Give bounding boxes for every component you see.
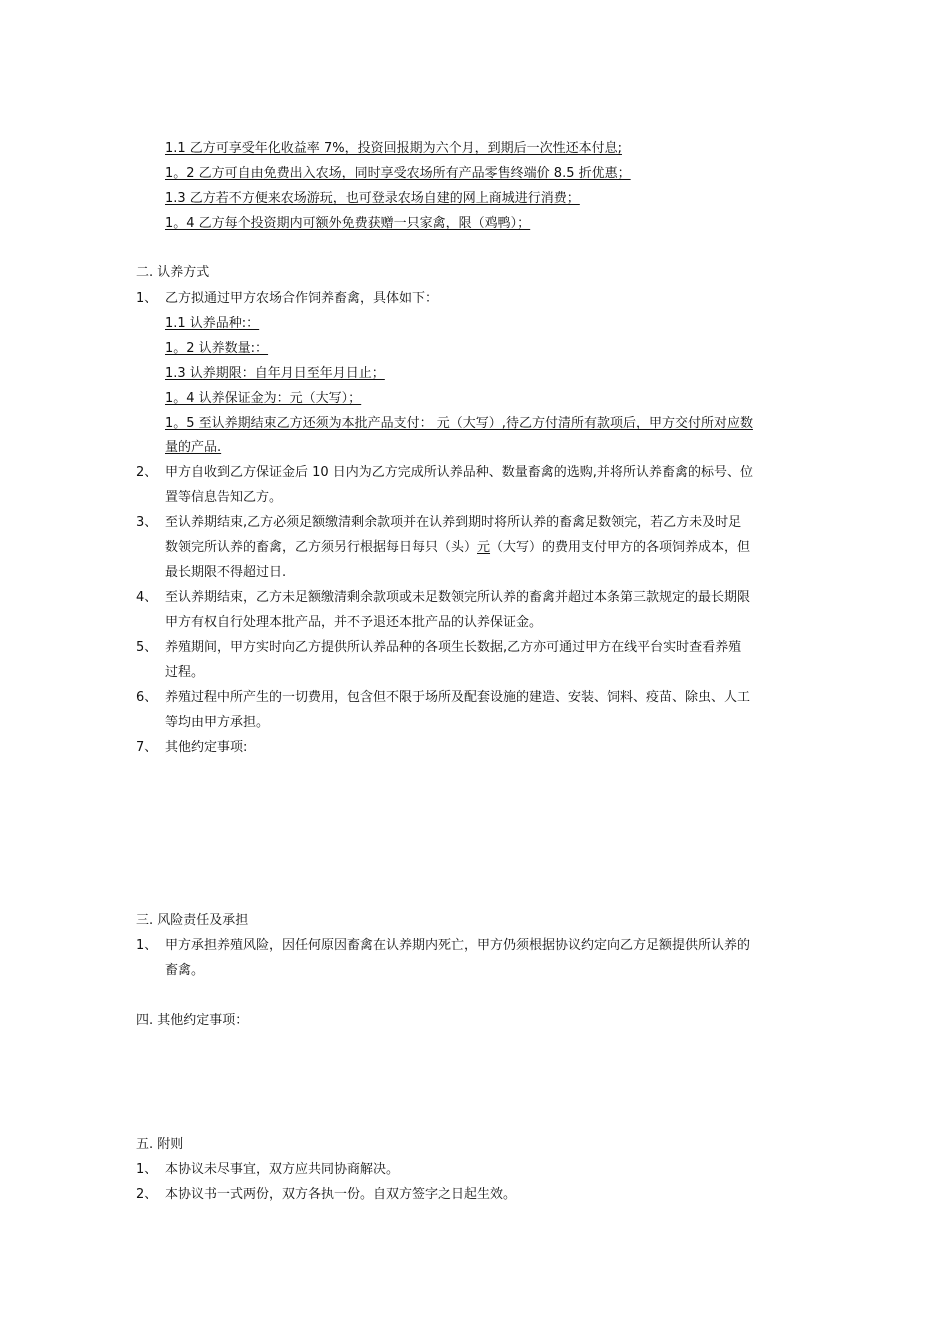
item-number: 3、: [136, 515, 158, 530]
section-5-heading: 五. 附则: [136, 1137, 184, 1152]
blank-yuan: 元: [477, 540, 491, 555]
sub-item-deposit: 1。4 认养保证金为：元（大写）；: [165, 391, 362, 406]
section-4-heading: 四. 其他约定事项：: [136, 1013, 249, 1028]
section-2-item-3-line-2: [165, 539, 750, 557]
section-2-heading: 二. 认养方式: [136, 265, 210, 280]
intro-item-3: 1.3 乙方若不方便来农场游玩，也可登录农场自建的网上商城进行消费；: [165, 191, 580, 206]
sub-item-period: 1.3 认养期限：自年月日至年月日止；: [165, 366, 385, 381]
line-2-part-a: 数领完所认养的畜禽，乙方须另行根据每日每只（头）: [165, 540, 478, 555]
section-2-item-2-line-2: 置等信息告知乙方。: [165, 490, 283, 505]
sub-item-variety: 1.1 认养品种:：: [165, 316, 260, 331]
section-3-item-1-line-2: 畜禽。: [165, 963, 205, 978]
item-number: 2、: [136, 1187, 158, 1202]
section-2-item-5-line-1: 养殖期间，甲方实时向乙方提供所认养品种的各项生长数据,乙方亦可通过甲方在线平台实时查看养殖: [165, 640, 742, 655]
item-number: 5、: [136, 640, 158, 655]
section-2-item-3-line-3: 最长期限不得超过日.: [165, 565, 287, 580]
section-2-item-1-text: 乙方拟通过甲方农场合作饲养畜禽，具体如下：: [165, 291, 439, 306]
section-3-heading: 三. 风险责任及承担: [136, 913, 249, 928]
section-5-item-2-text: 本协议书一式两份，双方各执一份。自双方签字之日起生效。: [165, 1187, 517, 1202]
intro-item-4: 1。4 乙方每个投资期内可额外免费获赠一只家禽，限（鸡鸭）；: [165, 216, 531, 231]
section-3-item-1-line-1: 甲方承担养殖风险，因任何原因畜禽在认养期内死亡，甲方仍须根据协议约定向乙方足额提供所认养的: [165, 938, 751, 953]
item-number: 4、: [136, 590, 158, 605]
sub-item-quantity: 1。2 认养数量:：: [165, 341, 269, 356]
section-2-item-7-text: 其他约定事项:: [165, 740, 248, 755]
item-number: 6、: [136, 690, 158, 705]
intro-item-1: 1.1 乙方可享受年化收益率 7%，投资回报期为六个月，到期后一次性还本付息;: [165, 141, 622, 156]
item-number: 2、: [136, 465, 158, 480]
section-2-item-6-line-1: 养殖过程中所产生的一切费用，包含但不限于场所及配套设施的建造、安装、饲料、疫苗、除虫、人工: [165, 690, 751, 705]
section-2-item-3-line-1: 至认养期结束,乙方必须足额缴清剩余款项并在认养到期时将所认养的畜禽足数领完，若乙方未及时足: [165, 515, 742, 530]
section-2-item-2-line-1: 甲方自收到乙方保证金后 10 日内为乙方完成所认养品种、数量畜禽的选购,并将所认养畜禽的标号、位: [165, 465, 753, 480]
section-2-item-6-line-2: 等均由甲方承担。: [165, 715, 270, 730]
item-number: 7、: [136, 740, 158, 755]
sub-item-payment: 1。5 至认养期结束乙方还须为本批产品支付： 元（大写）,待乙方付清所有款项后，甲方交付所对应数: [165, 416, 753, 431]
item-number: 1、: [136, 291, 158, 306]
section-2-item-5-line-2: 过程。: [165, 665, 205, 680]
line-2-part-c: （大写）的费用支付甲方的各项饲养成本，但: [490, 540, 751, 555]
sub-item-payment-cont: 量的产品.: [165, 440, 222, 455]
section-5-item-1-text: 本协议未尽事宜，双方应共同协商解决。: [165, 1162, 400, 1177]
item-number: 1、: [136, 938, 158, 953]
item-number: 1、: [136, 1162, 158, 1177]
intro-item-2: 1。2 乙方可自由免费出入农场，同时享受农场所有产品零售终端价 8.5 折优惠；: [165, 166, 631, 181]
section-2-item-4-line-1: 至认养期结束，乙方未足额缴清剩余款项或未足数领完所认养的畜禽并超过本条第三款规定的最长期限: [165, 590, 751, 605]
section-2-item-4-line-2: 甲方有权自行处理本批产品，并不予退还本批产品的认养保证金。: [165, 615, 543, 630]
